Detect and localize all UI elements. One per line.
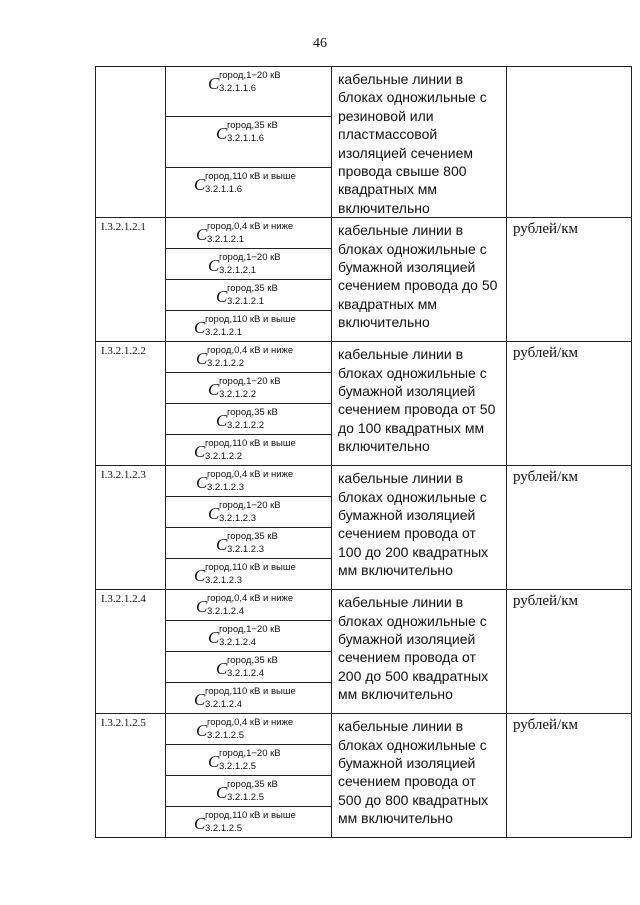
row-code: I.3.2.1.2.2 bbox=[96, 342, 166, 466]
formula-superscript: город,110 кВ и выше bbox=[205, 438, 296, 450]
tariff-formula-cell bbox=[166, 590, 332, 621]
tariff-formula-cell bbox=[166, 435, 332, 466]
tariff-formula-cell bbox=[166, 167, 332, 217]
row-code: I.3.2.1.2.3 bbox=[96, 466, 166, 590]
formula-subscript: 3.2.1.2.2 bbox=[207, 358, 244, 370]
tariff-formula-cell bbox=[166, 311, 332, 342]
formula-superscript: город,110 кВ и выше bbox=[205, 170, 296, 182]
row-code: I.3.2.1.2.4 bbox=[96, 590, 166, 714]
tariff-formula-cell bbox=[166, 652, 332, 683]
formula-subscript: 3.2.1.2.3 bbox=[207, 482, 244, 494]
tariff-table-body bbox=[96, 67, 632, 838]
tariff-formula-cell bbox=[166, 497, 332, 528]
formula-superscript: город,1−20 кВ bbox=[219, 500, 281, 512]
formula-subscript: 3.2.1.2.5 bbox=[205, 823, 242, 835]
formula-subscript: 3.2.1.2.1 bbox=[227, 296, 264, 308]
formula-subscript: 3.2.1.2.4 bbox=[207, 606, 244, 618]
formula-symbol: C bbox=[216, 287, 228, 307]
row-code: I.3.2.1.2.1 bbox=[96, 218, 166, 342]
table-row bbox=[96, 342, 632, 373]
row-description: кабельные линии в блоках одножильные с бумажной изоляцией сечением провода от 50 до 100 квадратных мм включительно bbox=[332, 342, 507, 466]
row-unit: рублей/км bbox=[507, 714, 632, 838]
table-row bbox=[96, 714, 632, 745]
formula-superscript: город,35 кВ bbox=[227, 120, 278, 132]
formula-subscript: 3.2.1.2.5 bbox=[219, 761, 256, 773]
formula-symbol: C bbox=[208, 628, 220, 648]
formula-superscript: город,35 кВ bbox=[227, 531, 278, 543]
formula-superscript: город,110 кВ и выше bbox=[205, 314, 296, 326]
row-unit: рублей/км bbox=[507, 218, 632, 342]
tariff-formula-cell bbox=[166, 745, 332, 776]
formula-superscript: город,110 кВ и выше bbox=[205, 562, 296, 574]
formula-superscript: город,35 кВ bbox=[227, 655, 278, 667]
formula-subscript: 3.2.1.2.2 bbox=[205, 451, 242, 463]
formula-symbol: C bbox=[208, 380, 220, 400]
tariff-formula-cell bbox=[166, 776, 332, 807]
row-unit bbox=[507, 67, 632, 218]
formula-symbol: C bbox=[196, 597, 208, 617]
tariff-formula-cell bbox=[166, 404, 332, 435]
formula-symbol: C bbox=[194, 174, 206, 194]
formula-subscript: 3.2.1.1.6 bbox=[227, 133, 264, 145]
tariff-formula-cell bbox=[166, 528, 332, 559]
formula-symbol: C bbox=[216, 535, 228, 555]
formula-superscript: город,0,4 кВ и ниже bbox=[207, 593, 294, 605]
tariff-formula-cell bbox=[166, 466, 332, 497]
formula-superscript: город,1−20 кВ bbox=[219, 252, 281, 264]
formula-subscript: 3.2.1.2.4 bbox=[219, 637, 256, 649]
formula-symbol: C bbox=[194, 318, 206, 338]
row-description: кабельные линии в блоках одножильные с бумажной изоляцией сечением провода от 500 до 800 квадратных мм включительно bbox=[332, 714, 507, 838]
formula-symbol: C bbox=[194, 566, 206, 586]
formula-subscript: 3.2.1.2.1 bbox=[219, 265, 256, 277]
formula-superscript: город,110 кВ и выше bbox=[205, 686, 296, 698]
tariff-table bbox=[95, 66, 632, 838]
row-unit: рублей/км bbox=[507, 466, 632, 590]
formula-symbol: C bbox=[208, 752, 220, 772]
formula-symbol: C bbox=[194, 814, 206, 834]
tariff-formula-cell bbox=[166, 249, 332, 280]
formula-subscript: 3.2.1.2.4 bbox=[205, 699, 242, 711]
tariff-formula-cell bbox=[166, 67, 332, 117]
tariff-formula-cell bbox=[166, 807, 332, 838]
table-row bbox=[96, 67, 632, 117]
tariff-formula-cell bbox=[166, 559, 332, 590]
formula-subscript: 3.2.1.2.3 bbox=[227, 544, 264, 556]
formula-superscript: город,0,4 кВ и ниже bbox=[207, 345, 294, 357]
row-description: кабельные линии в блоках одножильные с бумажной изоляцией сечением провода от 100 до 200 квадратных мм включительно bbox=[332, 466, 507, 590]
formula-superscript: город,35 кВ bbox=[227, 407, 278, 419]
tariff-formula-cell bbox=[166, 621, 332, 652]
formula-subscript: 3.2.1.2.3 bbox=[219, 513, 256, 525]
formula-subscript: 3.2.1.2.1 bbox=[207, 234, 244, 246]
row-description: кабельные линии в блоках одножильные с бумажной изоляцией сечением провода от 200 до 500 квадратных мм включительно bbox=[332, 590, 507, 714]
formula-symbol: C bbox=[196, 473, 208, 493]
tariff-formula-cell bbox=[166, 373, 332, 404]
formula-subscript: 3.2.1.2.2 bbox=[219, 389, 256, 401]
row-unit: рублей/км bbox=[507, 590, 632, 714]
table-row bbox=[96, 466, 632, 497]
tariff-formula-cell bbox=[166, 218, 332, 249]
formula-symbol: C bbox=[194, 690, 206, 710]
formula-superscript: город,35 кВ bbox=[227, 283, 278, 295]
formula-symbol: C bbox=[208, 504, 220, 524]
formula-symbol: C bbox=[208, 256, 220, 276]
row-description: кабельные линии в блоках одножильные с бумажной изоляцией сечением провода до 50 квадратных мм включительно bbox=[332, 218, 507, 342]
formula-superscript: город,1−20 кВ bbox=[219, 376, 281, 388]
formula-subscript: 3.2.1.2.2 bbox=[227, 420, 264, 432]
formula-subscript: 3.2.1.2.3 bbox=[205, 575, 242, 587]
formula-symbol: C bbox=[196, 349, 208, 369]
formula-superscript: город,35 кВ bbox=[227, 779, 278, 791]
formula-symbol: C bbox=[216, 783, 228, 803]
formula-subscript: 3.2.1.2.1 bbox=[205, 327, 242, 339]
formula-superscript: город,1−20 кВ bbox=[219, 624, 281, 636]
formula-subscript: 3.2.1.1.6 bbox=[205, 183, 242, 195]
tariff-formula-cell bbox=[166, 342, 332, 373]
formula-symbol: C bbox=[216, 124, 228, 144]
formula-superscript: город,110 кВ и выше bbox=[205, 810, 296, 822]
table-row bbox=[96, 218, 632, 249]
page-number: 46 bbox=[313, 36, 327, 51]
formula-superscript: город,1−20 кВ bbox=[219, 70, 281, 81]
formula-subscript: 3.2.1.2.5 bbox=[207, 730, 244, 742]
tariff-formula-cell bbox=[166, 683, 332, 714]
tariff-formula-cell bbox=[166, 117, 332, 167]
formula-superscript: город,0,4 кВ и ниже bbox=[207, 221, 294, 233]
formula-symbol: C bbox=[194, 442, 206, 462]
formula-symbol: C bbox=[216, 659, 228, 679]
row-code: I.3.2.1.2.5 bbox=[96, 714, 166, 838]
formula-subscript: 3.2.1.2.5 bbox=[227, 792, 264, 804]
tariff-formula-cell bbox=[166, 714, 332, 745]
row-description: кабельные линии в блоках одножильные с резиновой или пластмассовой изоляцией сечением провода свыше 800 квадратных мм включительно bbox=[332, 67, 507, 218]
row-unit: рублей/км bbox=[507, 342, 632, 466]
formula-subscript: 3.2.1.2.4 bbox=[227, 668, 264, 680]
formula-subscript: 3.2.1.1.6 bbox=[219, 83, 256, 94]
formula-superscript: город,0,4 кВ и ниже bbox=[207, 717, 294, 729]
tariff-formula-cell bbox=[166, 280, 332, 311]
formula-superscript: город,1−20 кВ bbox=[219, 748, 281, 760]
table-row bbox=[96, 590, 632, 621]
formula-symbol: C bbox=[196, 721, 208, 741]
formula-superscript: город,0,4 кВ и ниже bbox=[207, 469, 294, 481]
formula-symbol: C bbox=[216, 411, 228, 431]
formula-symbol: C bbox=[208, 74, 220, 93]
formula-symbol: C bbox=[196, 225, 208, 245]
row-code bbox=[96, 67, 166, 218]
